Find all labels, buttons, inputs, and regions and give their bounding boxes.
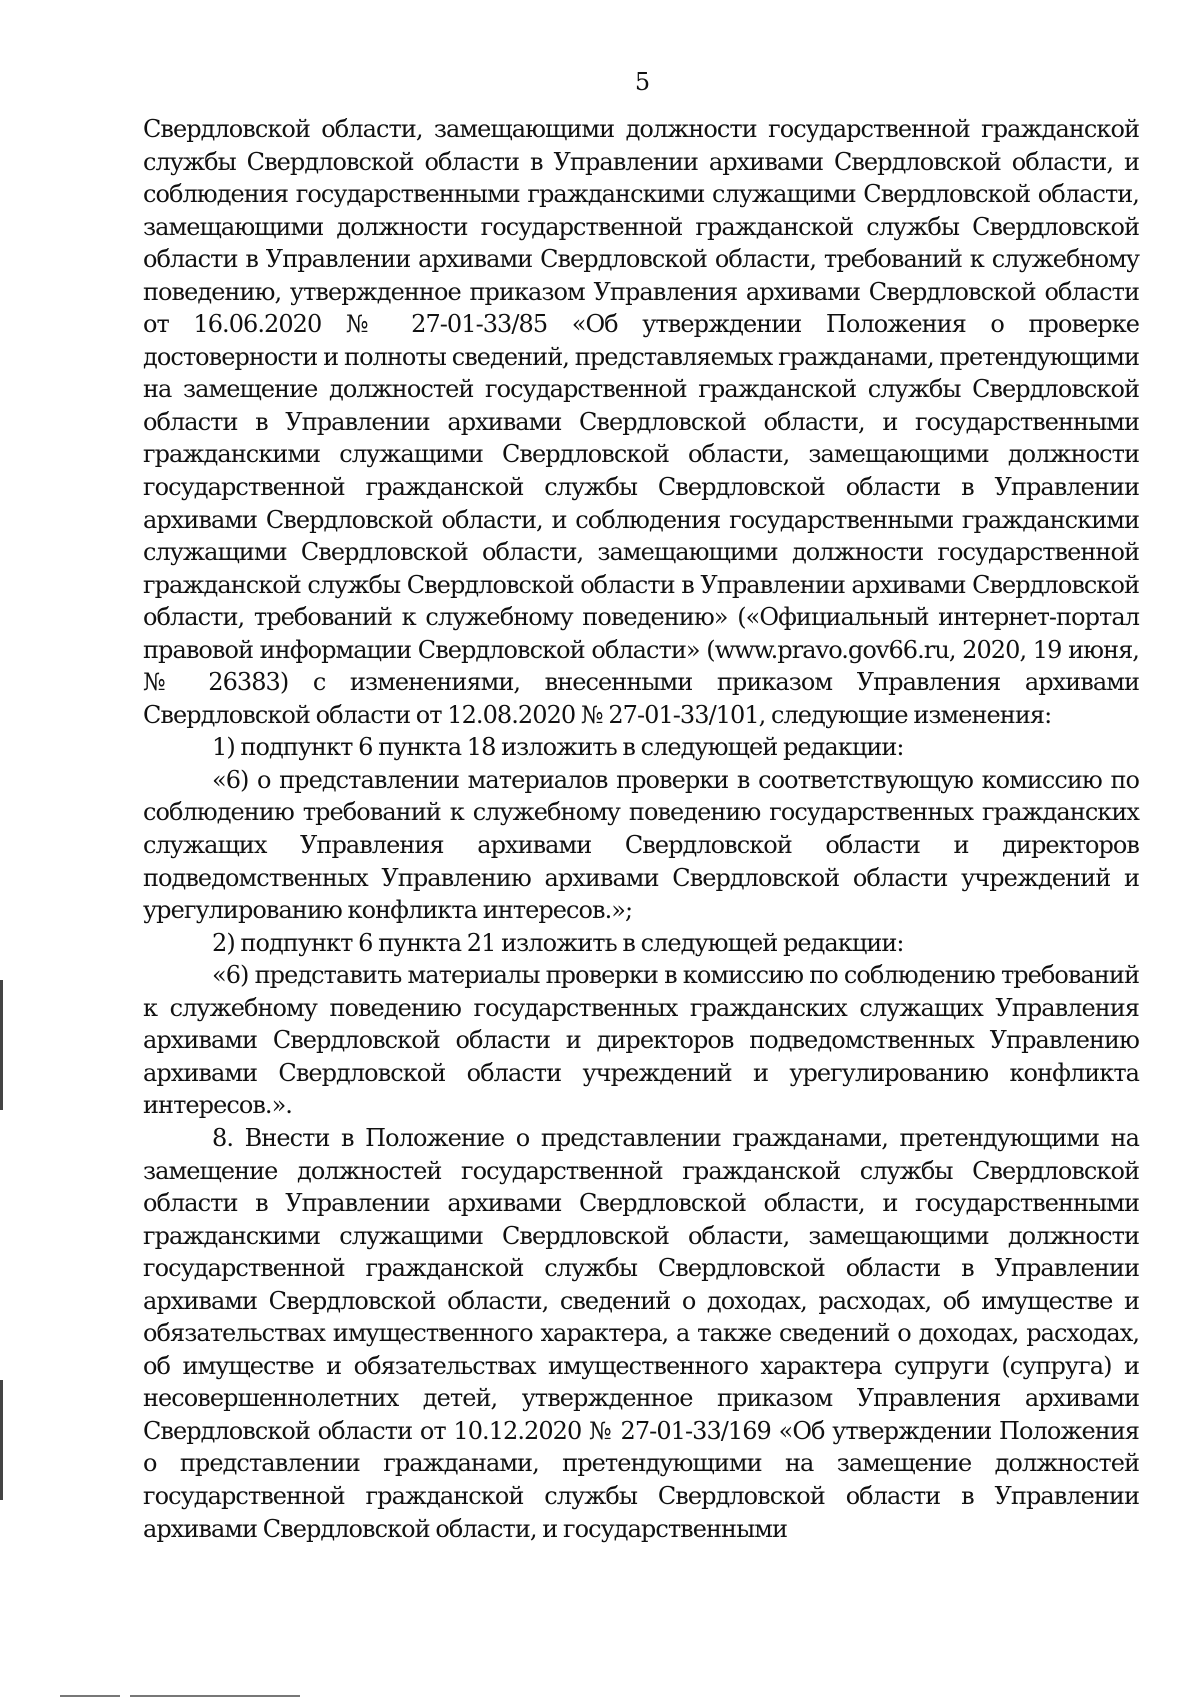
scan-edge-mark <box>60 1695 120 1697</box>
paragraph-section-8: 8. Внести в Положение о представлении гражданами, претендующими на замещение должностей государственной гражданской службы Свердловской области в Управлении архивами Свердловской области, и государственными гражданскими служащими Свердловской области, замещающими должности государственной гражданской службы Свердловской области в Управлении архивами Свердловской области, сведений о доходах, расходах, об имуществе и обязательствах имущественного характера, а также сведений о доходах, расходах, об имуществе и обязательствах имущественного характера супруги (супруга) и несовершеннолетних детей, утвержденное приказом Управления архивами Свердловской области от 10.12.2020 № 27-01-33/169 «Об утверждении Положения о представлении гражданами, претендующими на замещение должностей государственной гражданской службы Свердловской области в Управлении архивами Свердловской области, и государственными <box>143 1123 1139 1543</box>
scan-edge-mark <box>0 980 3 1110</box>
document-body <box>143 113 1139 1545</box>
paragraph-continuation: Свердловской области, замещающими должности государственной гражданской службы Свердловской области в Управлении архивами Свердловской области, и соблюдения государственными гражданскими служащими Свердловской области, замещающими должности государственной гражданской службы Свердловской области в Управлении архивами Свердловской области, требований к служебному поведению, утвержденное приказом Управления архивами Свердловской области от 16.06.2020 № 27-01-33/85 «Об утверждении Положения о проверке достоверности и полноты сведений, представляемых гражданами, претендующими на замещение должностей государственной гражданской службы Свердловской области в Управлении архивами Свердловской области, и государственными гражданскими служащими Свердловской области, замещающими должности государственной гражданской службы Свердловской области в Управлении архивами Свердловской области, и соблюдения государственными гражданскими служащими Свердловской области, замещающими должности государственной гражданской службы Свердловской области в Управлении архивами Свердловской области, требований к служебному поведению» («Официальный интернет-портал правовой информации Свердловской области» (www.pravo.gov66.ru, 2020, 19 июня, № 26383) с изменениями, внесенными приказом Управления архивами Свердловской области от 12.08.2020 № 27-01-33/101, следующие изменения: <box>143 115 1139 729</box>
paragraph-item-2-quote: «6) представить материалы проверки в комиссию по соблюдению требований к служебному поведению государственных гражданских служащих Управления архивами Свердловской области и директоров подведомственных Управлению архивами Свердловской области учреждений и урегулированию конфликта интересов.». <box>143 961 1139 1120</box>
page-number: 5 <box>634 68 651 96</box>
scan-edge-mark <box>130 1695 300 1697</box>
scan-edge-mark <box>0 1380 3 1500</box>
paragraph-item-1: 1) подпункт 6 пункта 18 изложить в следующей редакции: <box>212 733 904 762</box>
paragraph-item-2: 2) подпункт 6 пункта 21 изложить в следующей редакции: <box>212 928 904 957</box>
paragraph-item-1-quote: «6) о представлении материалов проверки в соответствующую комиссию по соблюдению требований к служебному поведению государственных гражданских служащих Управления архивами Свердловской области и директоров подведомственных Управлению архивами Свердловской области учреждений и урегулированию конфликта интересов.»; <box>143 765 1139 925</box>
